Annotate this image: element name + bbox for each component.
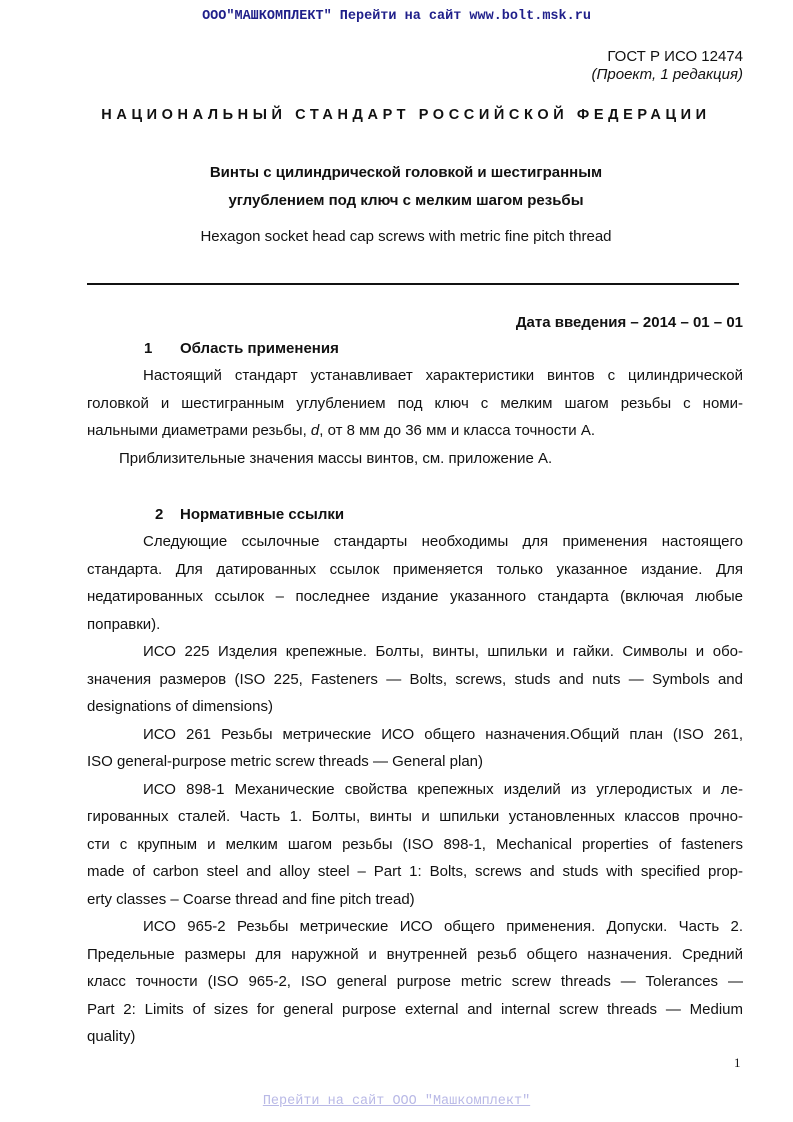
paragraph-line: стандарта. Для датированных ссылок применяется только указанное издание. Для <box>87 560 743 578</box>
paragraph-line: недатированных ссылок – последнее издание указанного стандарта (включая любые <box>87 588 743 605</box>
paragraph-line: класс точности (ISO 965-2, ISO general purpose metric screw threads — Tolerances — <box>87 973 743 990</box>
footer-site-link[interactable] <box>0 1094 793 1109</box>
paragraph-line: Предельные размеры для наружной и внутренней резьб общего назначения. Средний <box>87 945 743 963</box>
paragraph-line: designations of dimensions) <box>87 698 273 715</box>
document-status: (Проект, 1 редакция) <box>591 66 743 83</box>
paragraph-line: Настоящий стандарт устанавливает характеристики винтов с цилиндрической <box>143 367 743 384</box>
title-ru-line-1: Винты с цилиндрической головкой и шестигранным <box>209 164 603 181</box>
paragraph-line: головкой и шестигранным углублением под ключ с мелким шагом резьбы с номи- <box>87 394 743 412</box>
paragraph-line: Приблизительные значения массы винтов, см. приложение А. <box>119 449 553 467</box>
title-ru-line-2: углублением под ключ с мелким шагом резьбы <box>228 192 584 209</box>
header-site-link[interactable]: ООО"МАШКОМПЛЕКТ" Перейти на сайт www.bolt.msk.ru <box>202 9 591 24</box>
paragraph-line: made of carbon steel and alloy steel – Part 1: Bolts, screws and studs with specified prop- <box>87 863 743 880</box>
national-standard-heading: НАЦИОНАЛЬНЫЙ СТАНДАРТ РОССИЙСКОЙ ФЕДЕРАЦИИ <box>101 107 711 123</box>
document-code: ГОСТ Р ИСО 12474 <box>607 48 743 65</box>
paragraph-line: Part 2: Limits of sizes for general purpose external and internal screw threads — Medium <box>87 1000 743 1018</box>
paragraph-line: значения размеров (ISO 225, Fasteners — Bolts, screws, studs and nuts — Symbols and <box>87 670 743 688</box>
section-1-number: 1 <box>144 340 153 357</box>
section-2-number: 2 <box>155 506 164 523</box>
footer-link-text[interactable]: Перейти на сайт ООО "Машкомплект" <box>262 1094 531 1109</box>
section-1-title: Область применения <box>180 340 339 357</box>
paragraph-line: поправки). <box>87 615 161 633</box>
paragraph-line: ИСО 898-1 Механические свойства крепежных изделий из углеродистых и ле- <box>143 780 743 798</box>
paragraph-line: Следующие ссылочные стандарты необходимы для применения настоящего <box>143 533 743 550</box>
paragraph-line: erty classes – Coarse thread and fine pitch tread) <box>87 890 415 908</box>
paragraph-line: ИСО 261 Резьбы метрические ИСО общего назначения.Общий план (ISO 261, <box>143 725 743 743</box>
section-2-title: Нормативные ссылки <box>180 506 345 523</box>
paragraph-line: нальными диаметрами резьбы, d, от 8 мм до 36 мм и класса точности А. <box>87 422 595 439</box>
title-divider <box>87 283 739 285</box>
paragraph-line: ИСО 965-2 Резьбы метрические ИСО общего применения. Допуски. Часть 2. <box>143 918 743 935</box>
paragraph-line: ISO general-purpose metric screw threads — General plan) <box>87 753 484 770</box>
title-en: Hexagon socket head cap screws with metric fine pitch thread <box>200 228 612 245</box>
paragraph-line: сти с крупным и мелким шагом резьбы (ISO 898-1, Mechanical properties of fasteners <box>87 835 743 853</box>
paragraph-line: гированных сталей. Часть 1. Болты, винты и шпильки установленных классов прочно- <box>87 808 743 825</box>
paragraph-line: quality) <box>87 1028 136 1045</box>
page-number: 1 <box>734 1055 741 1070</box>
paragraph-line: ИСО 225 Изделия крепежные. Болты, винты, шпильки и гайки. Символы и обо- <box>143 643 743 660</box>
introduction-date: Дата введения – 2014 – 01 – 01 <box>515 314 743 331</box>
